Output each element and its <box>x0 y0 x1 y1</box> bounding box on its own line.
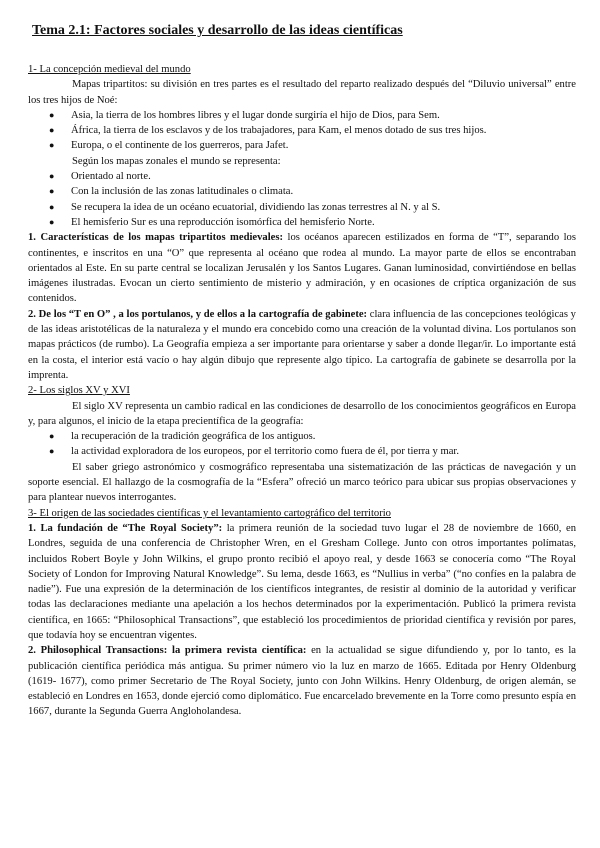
paragraph-portulanos <box>28 307 576 383</box>
list-item: ● África, la tierra de los esclavos y de los trabajadores, para Kam, el menos dotado de sus tres hijos. <box>61 123 576 138</box>
bullet-list-zonal <box>28 169 576 230</box>
section-heading-2: 2- Los siglos XV y XVI <box>28 385 130 397</box>
bold-lead: 2. Philosophical Transactions: la primera revista científica: <box>28 645 307 657</box>
bold-lead: 1. Características de los mapas tripartitos medievales: <box>28 232 284 244</box>
list-item: ● Se recupera la idea de un océano ecuatorial, dividiendo las zonas terrestres al N. y al S. <box>61 200 576 215</box>
list-item: ● la actividad exploradora de los europeos, por el territorio como fuera de él, por tierra y mar. <box>61 444 576 459</box>
paragraph-text: la primera reunión de la sociedad tuvo lugar el 28 de noviembre de 1660, en Londres, seguida de una conferencia de Christopher Wren, en el Gresham College. Junto con otros importantes polímatas, incluidos Robert Boyle y John Wilkins, el grupo pronto recibió el apoyo real, y desde 1663 se conocería como “The Royal Society of London for Improving Natural Knowledge”. Su lema, desde 1663, es “Nullius in verba” (“no confíes en la palabra de nadie”). Fue una expresión de la determinación de los científicos integrantes, de resistir al dominio de la autoridad y verificar todas las declaraciones mediante una apelación a los hechos determinados por la experimentación. Publicó la primera revista científica, en 1665: “Philosophical Transactions”, que estableció los procedimientos de prioridad científica y revisión por pares, que todavía hoy se encuentran vigentes. <box>28 522 576 641</box>
list-item: ● Europa, o el continente de los guerreros, para Jafet. <box>61 138 576 153</box>
paragraph-saber-griego: El saber griego astronómico y cosmográfico representaba una sistematización de las prácticas de navegación y un soporte esencial. El hallazgo de la cosmografía de la “Esfera” ofreció un marco teórico para ubicar sus propias observaciones y para plantear nuevos interrogantes. <box>28 461 576 504</box>
bullet-list-xv <box>28 429 576 460</box>
section-heading-1: 1- La concepción medieval del mundo <box>28 64 191 75</box>
paragraph-text: los océanos aparecen estilizados en forma de “T”, separando los continentes, e inscritos en una “O” que representa al océano que rodea al mundo. La mayor parte de ellos se encontraban orientados al Este. En su parte central se localizan Jerusalén y los Santos Lugares. Ganan luminosidad, convirtiéndose en bellas imágenes ilustradas. Evocan un cierto sentimiento de misterio y admiración, y en ocasiones de críptica organización de sus contenidos. <box>28 232 576 305</box>
bold-lead: 1. La fundación de “The Royal Society”: <box>28 522 223 534</box>
paragraph-intro: Mapas tripartitos: su división en tres partes es el resultado del reparto realizado después del “Diluvio universal” entre los tres hijos de Noé: <box>28 79 576 106</box>
paragraph-text: clara influencia de las concepciones teológicas y de las ideas aristotélicas de la naturaleza y el mundo era concebido como una creación de la voluntad divina. Los portulanos son mapas prácticos (de rumbo). La Geografía empieza a ser importante para orientarse y saber a donde llegar/ir. Lo importante está en la costa, el interior está vacío o hay algún dibujo que represente algo típico. La cartografía de gabinete se desarrolla por la imprenta. <box>28 308 576 381</box>
list-item: ● Orientado al norte. <box>61 169 576 184</box>
paragraph-royal-society <box>28 521 576 643</box>
paragraph-zonal: Según los mapas zonales el mundo se representa: <box>72 155 281 167</box>
paragraph-xv: El siglo XV representa un cambio radical en las condiciones de desarrollo de los conocimientos geográficos en Europa y, para algunos, el inicio de la etapa precientífica de la geografía: <box>28 400 576 427</box>
list-item: ● El hemisferio Sur es una reproducción isomórfica del hemisferio Norte. <box>61 215 576 230</box>
bold-lead: 2. De los “T en O” , a los portulanos, y de ellos a la cartografía de gabinete: <box>28 308 368 320</box>
paragraph-text: en la actualidad se sigue difundiendo y, por lo tanto, es la publicación científica periódica más antigua. Su primer número vio la luz en marzo de 1665. Editada por Henry Oldenburg (1619- 1677), como primer Secretario de The Royal Society, junto con John Wilkins. Henry Oldenburg, de origen alemán, se estableció en Londres en 1653, donde ejerció como diplomático. Fue encarcelado brevemente en la Torre como presunto espía en 1667, durante la Segunda Guerra Angloholandesa. <box>28 645 576 718</box>
list-item: ● la recuperación de la tradición geográfica de los antiguos. <box>61 429 576 444</box>
bullet-list-continents <box>28 108 576 154</box>
paragraph-transactions <box>28 643 576 719</box>
section-heading-3: 3- El origen de las sociedades científicas y el levantamiento cartográfico del territorio <box>28 507 391 519</box>
document-page <box>28 22 576 720</box>
paragraph-tripartite <box>28 230 576 306</box>
page-title: Tema 2.1: Factores sociales y desarrollo de las ideas científicas <box>32 23 403 38</box>
list-item: ● Asia, la tierra de los hombres libres y el lugar donde surgiría el hijo de Dios, para Sem. <box>61 108 576 123</box>
list-item: ● Con la inclusión de las zonas latitudinales o climata. <box>61 184 576 199</box>
